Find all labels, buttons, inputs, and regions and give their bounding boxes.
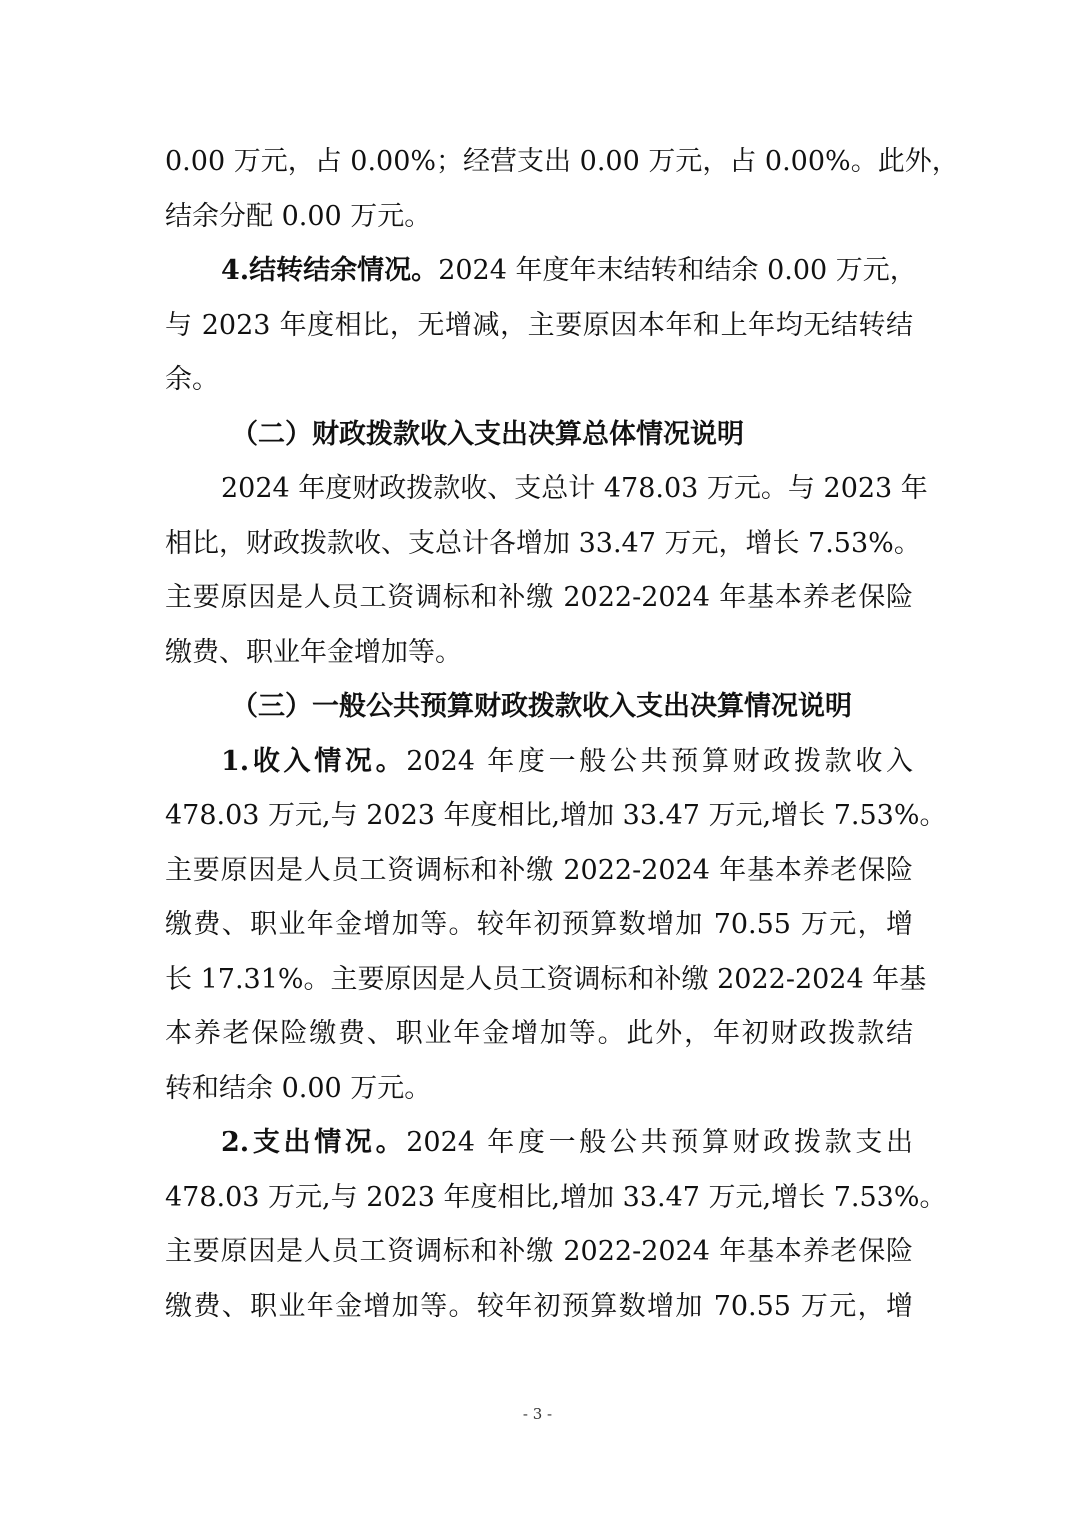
body-text: 2024 年度财政拨款收、支总计 478.03 万元。与 2023 年 — [221, 473, 928, 504]
text-line — [165, 789, 947, 844]
section-heading — [165, 408, 913, 463]
paragraph — [165, 135, 959, 244]
text-line — [165, 626, 913, 681]
body-text: 缴费、职业年金增加等。 — [165, 636, 462, 668]
heading-text: （三）一般公共预算财政拨款收入支出决算情况说明 — [231, 691, 852, 722]
body-text: 主要原因是人员工资调标和补缴 2022-2024 年基本养老保险 — [165, 854, 913, 886]
body-text: 转和结余 0.00 万元。 — [165, 1072, 432, 1104]
body-text: 主要原因是人员工资调标和补缴 2022-2024 年基本养老保险 — [165, 582, 913, 613]
paragraph — [165, 462, 928, 680]
bold-lead-text: 4.结转结余情况。 — [221, 255, 439, 286]
body-text: 相比，财政拨款收、支总计各增加 33.47 万元，增长 7.53%。 — [165, 527, 921, 559]
text-line — [165, 571, 913, 626]
paragraph — [165, 1116, 947, 1334]
text-line — [165, 190, 913, 245]
body-text: 478.03 万元,与 2023 年度相比,增加 33.47 万元,增长 7.53%。 — [165, 800, 947, 831]
body-text: 结余分配 0.00 万元。 — [165, 200, 432, 232]
body-text: 余。 — [165, 364, 219, 395]
text-line — [165, 680, 913, 735]
body-text: 长 17.31%。主要原因是人员工资调标和补缴 2022-2024 年基 — [165, 963, 927, 995]
text-line — [165, 1171, 947, 1226]
text-line — [165, 517, 921, 572]
text-line — [165, 299, 913, 354]
body-text: 2024 年度一般公共预算财政拨款支出 — [406, 1127, 914, 1158]
bold-lead-text: 2.支出情况。 — [221, 1127, 407, 1158]
text-line — [165, 1225, 913, 1280]
page-number: - 3 - — [522, 1405, 553, 1423]
body-text: 2024 年度一般公共预算财政拨款收入 — [406, 745, 914, 777]
document-body — [165, 135, 959, 1334]
bold-lead-text: 1.收入情况。 — [221, 745, 407, 777]
text-line — [165, 953, 927, 1008]
body-text: 本养老保险缴费、职业年金增加等。此外，年初财政拨款结 — [165, 1018, 913, 1049]
text-line — [165, 408, 913, 463]
paragraph — [165, 244, 917, 408]
text-line — [165, 1062, 913, 1117]
text-line — [165, 735, 913, 790]
text-line — [165, 1280, 913, 1335]
section-heading — [165, 680, 913, 735]
text-line — [165, 462, 928, 517]
text-line — [165, 135, 959, 190]
text-line — [165, 1116, 913, 1171]
text-line — [165, 353, 913, 408]
body-text: 0.00 万元，占 0.00%；经营支出 0.00 万元，占 0.00%。此外， — [165, 146, 959, 177]
body-text: 缴费、职业年金增加等。较年初预算数增加 70.55 万元，增 — [165, 909, 913, 940]
body-text: 478.03 万元,与 2023 年度相比,增加 33.47 万元,增长 7.53%。 — [165, 1181, 947, 1213]
text-line — [165, 244, 917, 299]
body-text: 与 2023 年度相比，无增减，主要原因本年和上年均无结转结 — [165, 309, 913, 341]
text-line — [165, 1007, 913, 1062]
body-text: 缴费、职业年金增加等。较年初预算数增加 70.55 万元，增 — [165, 1290, 913, 1322]
heading-text: （二）财政拨款收入支出决算总体情况说明 — [231, 418, 744, 450]
paragraph — [165, 735, 947, 1117]
text-line — [165, 898, 913, 953]
text-line — [165, 844, 913, 899]
body-text: 主要原因是人员工资调标和补缴 2022-2024 年基本养老保险 — [165, 1236, 913, 1267]
body-text: 2024 年度年末结转和结余 0.00 万元， — [438, 255, 917, 286]
